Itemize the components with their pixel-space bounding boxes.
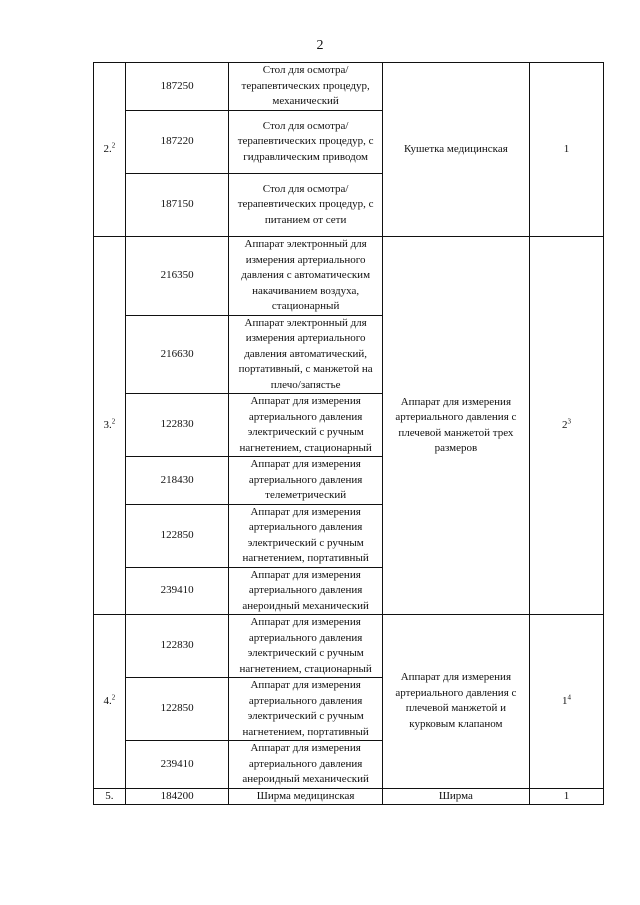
name-cell: Аппарат для измерения артериального давления электрический с ручным нагнетением, портативный xyxy=(229,504,382,567)
code-cell: 216630 xyxy=(125,315,229,394)
table-row xyxy=(94,237,604,316)
equipment-cell: Аппарат для измерения артериального давления с плечевой манжетой трех размеров xyxy=(382,237,529,615)
code-cell: 184200 xyxy=(125,788,229,805)
row-number-cell: 2.$^2$ xyxy=(94,63,126,237)
name-cell: Аппарат для измерения артериального давления анероидный механический xyxy=(229,741,382,789)
table-row xyxy=(94,615,604,678)
code-cell: 239410 xyxy=(125,567,229,615)
name-cell: Стол для осмотра/терапевтических процедур, с гидравлическим приводом xyxy=(229,111,382,174)
code-cell: 187220 xyxy=(125,111,229,174)
name-cell: Аппарат электронный для измерения артериального давления с автоматическим накачиванием воздуха, стационарный xyxy=(229,237,382,316)
code-cell: 239410 xyxy=(125,741,229,789)
code-cell: 218430 xyxy=(125,457,229,505)
quantity-cell: $1^4$ xyxy=(529,615,603,789)
page-number: 2 xyxy=(316,38,324,53)
quantity-cell: 1 xyxy=(529,63,603,237)
name-cell: Аппарат для измерения артериального давления электрический с ручным нагнетением, стационарный xyxy=(229,615,382,678)
code-cell: 187250 xyxy=(125,63,229,111)
row-number-cell: 4.$^2$ xyxy=(94,615,126,789)
code-cell: 122850 xyxy=(125,504,229,567)
name-cell: Аппарат для измерения артериального давления электрический с ручным нагнетением, стационарный xyxy=(229,394,382,457)
table-row xyxy=(94,788,604,805)
row-number-cell: 3.$^2$ xyxy=(94,237,126,615)
name-cell: Аппарат для измерения артериального давления электрический с ручным нагнетением, портативный xyxy=(229,678,382,741)
code-cell: 216350 xyxy=(125,237,229,316)
name-cell: Аппарат для измерения артериального давления телеметрический xyxy=(229,457,382,505)
quantity-cell: 1 xyxy=(529,788,603,805)
equipment-table xyxy=(93,62,604,805)
equipment-cell: Кушетка медицинская xyxy=(382,63,529,237)
code-cell: 122850 xyxy=(125,678,229,741)
code-cell: 122830 xyxy=(125,615,229,678)
name-cell: Стол для осмотра/терапевтических процедур, с питанием от сети xyxy=(229,174,382,237)
name-cell: Стол для осмотра/терапевтических процедур, механический xyxy=(229,63,382,111)
name-cell: Аппарат для измерения артериального давления анероидный механический xyxy=(229,567,382,615)
name-cell: Ширма медицинская xyxy=(229,788,382,805)
table-row xyxy=(94,63,604,111)
equipment-cell: Аппарат для измерения артериального давления с плечевой манжетой и курковым клапаном xyxy=(382,615,529,789)
quantity-cell: $2^3$ xyxy=(529,237,603,615)
equipment-cell: Ширма xyxy=(382,788,529,805)
code-cell: 122830 xyxy=(125,394,229,457)
row-number-cell: 5. xyxy=(94,788,126,805)
code-cell: 187150 xyxy=(125,174,229,237)
name-cell: Аппарат электронный для измерения артериального давления автоматический, портативный, с манжетой на плечо/запястье xyxy=(229,315,382,394)
